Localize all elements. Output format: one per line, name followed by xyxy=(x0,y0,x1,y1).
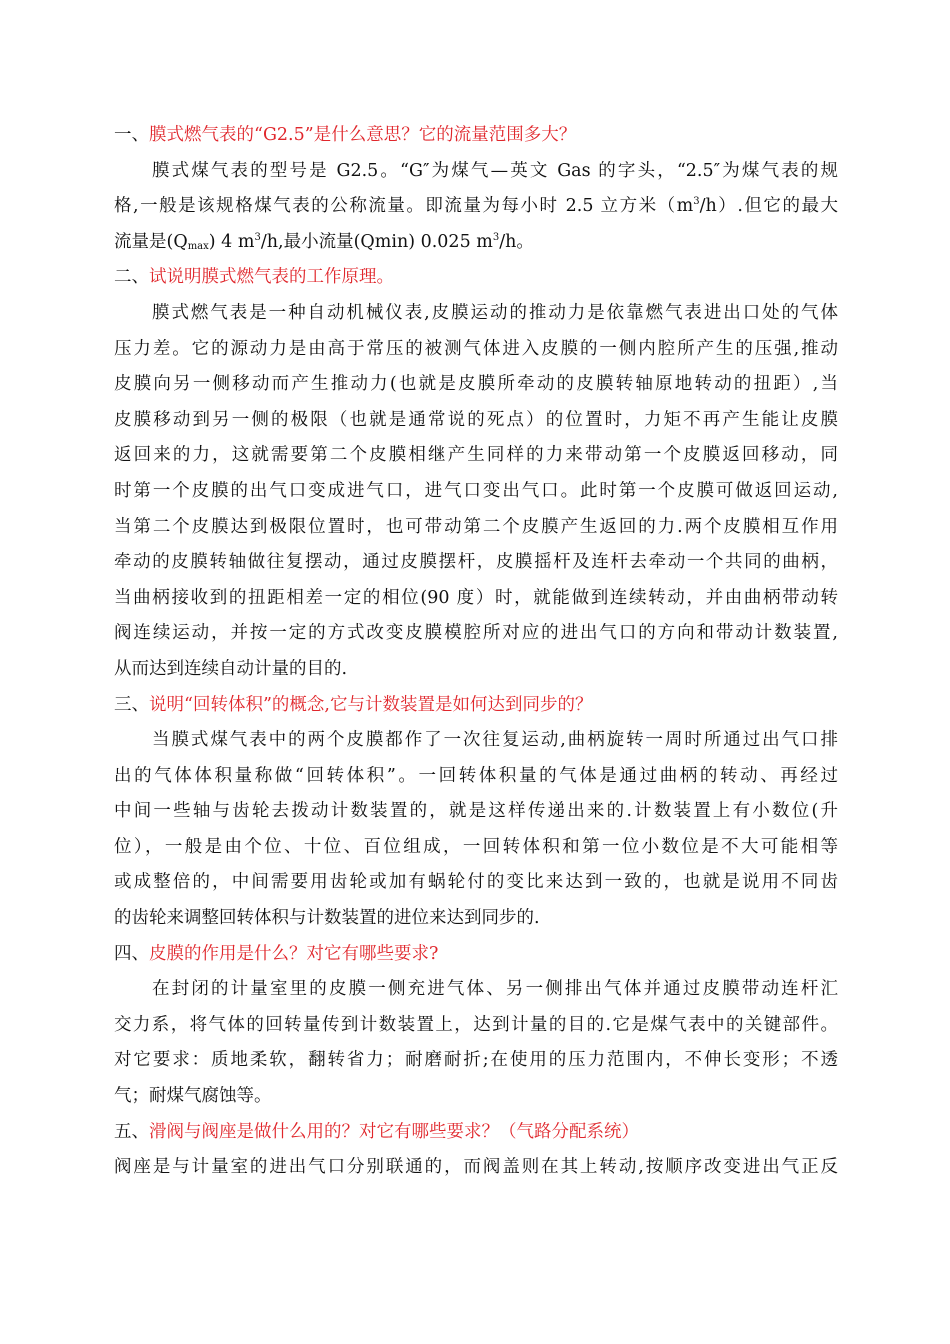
section-5-title: 滑阀与阀座是做什么用的？对它有哪些要求？（气路分配系统） xyxy=(149,1121,639,1142)
section-1-number: 一、 xyxy=(114,125,149,145)
section-1-line-3 xyxy=(114,225,838,261)
section-4-line-4: 气；耐煤气腐蚀等。 xyxy=(114,1086,272,1107)
section-3-number: 三、 xyxy=(114,694,149,715)
section-3-line-6: 的齿轮来调整回转体积与计数装置的进位来达到同步的. xyxy=(114,908,540,929)
section-3-line-2: 出的气体体积量称做“回转体积”。一回转体积量的气体是通过曲柄的转动、再经过 xyxy=(114,765,838,786)
section-2-line-1: 膜式燃气表是一种自动机械仪表,皮膜运动的推动力是依靠燃气表进出口处的气体 xyxy=(152,302,838,323)
section-2-line-6: 时第一个皮膜的出气口变成进气口，进气口变出气口。此时第一个皮膜可做返回运动, xyxy=(114,480,838,501)
min-flow-value: /h,最小流量(Qmin) 0.025 m xyxy=(260,231,493,252)
section-3-line-5: 或成整倍的，中间需要用齿轮或加有蜗轮付的变比来达到一致的，也就是说用不同齿 xyxy=(114,872,838,893)
section-5-number: 五、 xyxy=(114,1121,149,1142)
section-4-heading xyxy=(114,937,838,973)
section-5-heading xyxy=(114,1115,838,1151)
section-2-line-9: 当曲柄接收到的扭距相差一定的相位(90 度）时，就能做到连续转动，并由曲柄带动转 xyxy=(114,587,838,608)
section-2-line-10: 阀连续运动，并按一定的方式改变皮膜模腔所对应的进出气口的方向和带动计数装置, xyxy=(114,623,838,644)
section-4-title: 皮膜的作用是什么？对它有哪些要求? xyxy=(149,943,439,964)
section-2-line-4: 皮膜移动到另一侧的极限（也就是通常说的死点）的位置时，力矩不再产生能让皮膜 xyxy=(114,409,838,430)
section-1-line-3-end: /h。 xyxy=(499,231,534,252)
section-3-line-1: 当膜式煤气表中的两个皮膜都作了一次往复运动,曲柄旋转一周时所通过出气口排 xyxy=(152,730,838,751)
section-1-line-1: 膜式煤气表的型号是 G2.5。“G″为煤气—英文 Gas 的字头，“2.5″为煤气表的规 xyxy=(152,160,838,181)
section-4-line-1: 在封闭的计量室里的皮膜一侧充进气体、另一侧排出气体并通过皮膜带动连杆汇 xyxy=(152,979,838,1000)
section-1-title: 膜式燃气表的“G2.5”是什么意思？它的流量范围多大？ xyxy=(149,125,577,145)
section-3-heading xyxy=(114,688,838,724)
max-flow-value: ) 4 m xyxy=(208,231,255,252)
section-2-line-7: 当第二个皮膜达到极限位置时，也可带动第二个皮膜产生返回的力.两个皮膜相互作用 xyxy=(114,516,838,537)
section-4-number: 四、 xyxy=(114,943,149,964)
section-5-line-1: 阀座是与计量室的进出气口分别联通的，而阀盖则在其上转动,按顺序改变进出气正反 xyxy=(114,1157,838,1178)
unit-superscript-3: 3 xyxy=(492,231,500,243)
section-4-line-3: 对它要求：质地柔软，翻转省力；耐磨耐折;在使用的压力范围内，不伸长变形；不透 xyxy=(114,1050,838,1071)
section-3-line-3: 中间一些轴与齿轮去拨动计数装置的，就是这样传递出来的.计数装置上有小数位(升 xyxy=(114,801,838,822)
section-3-line-4: 位），一般是由个位、十位、百位组成，一回转体积和第一位小数位是不大可能相等 xyxy=(114,836,838,857)
section-3-title: 说明“回转体积”的概念,它与计数装置是如何达到同步的？ xyxy=(149,694,593,715)
unit-superscript: 3 xyxy=(693,196,700,208)
section-4-line-2: 交力系，将气体的回转量传到计数装置上，达到计量的目的.它是煤气表中的关键部件。 xyxy=(114,1014,838,1035)
section-2-line-3: 皮膜向另一侧移动而产生推动力(也就是皮膜所牵动的皮膜转轴原地转动的扭距）,当 xyxy=(114,374,838,395)
section-1-line-2 xyxy=(114,189,838,225)
qmax-subscript: max xyxy=(187,240,209,252)
section-2-line-8: 牵动的皮膜转轴做往复摆动，通过皮膜摆杆，皮膜摇杆及连杆去牵动一个共同的曲柄， xyxy=(114,552,838,573)
section-2-line-5: 返回来的力，这就需要第二个皮膜相继产生同样的力来带动第一个皮膜返回移动，同 xyxy=(114,445,838,466)
section-2-heading xyxy=(114,260,838,296)
section-2-number: 二、 xyxy=(114,267,149,288)
document-body xyxy=(114,118,838,1186)
section-1-line-3-text: 流量是(Q xyxy=(114,231,188,252)
section-2-line-11: 从而达到连续自动计量的目的. xyxy=(114,658,348,679)
section-1-heading xyxy=(114,118,838,154)
section-1-line-2-text: 格,一般是该规格煤气表的公称流量。即流量为每小时 2.5 立方米（m xyxy=(114,196,694,217)
section-2-line-2: 压力差。它的源动力是由高于常压的被测气体进入皮膜的一侧内腔所产生的压强,推动 xyxy=(114,338,838,359)
section-2-title: 试说明膜式燃气表的工作原理。 xyxy=(149,267,394,288)
unit-superscript-2: 3 xyxy=(254,231,261,243)
section-1-line-2-tail: /h）.但它的最大 xyxy=(699,196,838,217)
